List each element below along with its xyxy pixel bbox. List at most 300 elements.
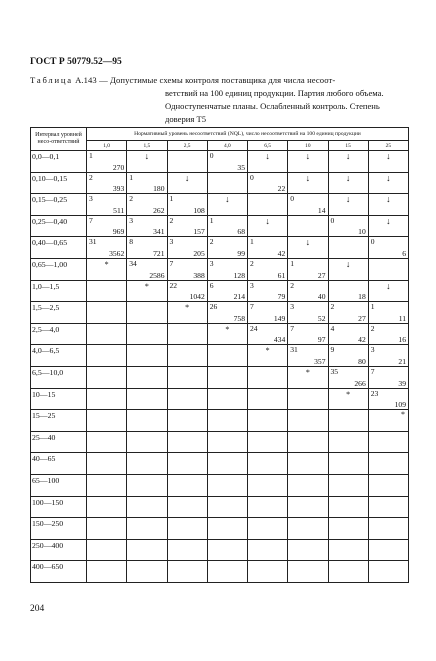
acceptance-number: 2 [209,237,214,247]
sample-size: 27 [358,313,366,323]
plan-cell [328,410,368,432]
plan-cell [167,323,207,345]
sample-size: 97 [317,335,326,345]
plan-cell [288,366,328,388]
asterisk-mark: * [401,410,405,420]
plan-cell [368,496,408,518]
plan-cell [328,237,368,259]
plan-cell [127,323,167,345]
table-row [31,302,409,324]
table-row [31,323,409,345]
plan-cell [248,453,288,475]
table-row [31,258,409,280]
sample-size: 61 [277,270,286,280]
acceptance-number: 24 [250,323,258,333]
plan-cell [167,474,207,496]
asterisk-mark: * [346,389,351,399]
acceptance-number: 1 [290,258,295,268]
plan-cell [87,345,127,367]
down-arrow-icon: ↓ [225,194,230,205]
plan-cell [248,388,288,410]
plan-cell [368,453,408,475]
plan-cell [328,280,368,302]
plan-cell [167,302,207,324]
plan-cell [167,518,207,540]
plan-cell [368,518,408,540]
plan-cell [248,518,288,540]
plan-cell [87,172,127,194]
acceptance-number: 0 [330,215,335,225]
plan-cell [127,215,167,237]
sample-size: 393 [112,184,125,194]
plan-cell [87,410,127,432]
plan-cell [127,302,167,324]
asterisk-mark: * [265,346,270,356]
plan-cell [288,410,328,432]
sampling-plans-table [30,127,409,583]
plan-cell [288,151,328,173]
table-caption [30,74,412,126]
plan-cell [248,215,288,237]
asterisk-mark: * [305,367,310,377]
table-row [31,561,409,583]
plan-cell [167,388,207,410]
range-label: 0,65—1,00 [31,258,87,280]
plan-cell [167,410,207,432]
table-row [31,345,409,367]
acceptance-number: 7 [89,215,93,225]
aql-header-cell: 4,0 [207,141,247,151]
sample-size: 266 [354,378,366,388]
plan-cell [368,474,408,496]
table-row [31,474,409,496]
sample-size: 3562 [109,248,125,258]
range-label: 1,5—2,5 [31,302,87,324]
plan-cell [127,474,167,496]
sample-size: 2586 [149,270,165,280]
acceptance-number: 7 [370,366,375,376]
plan-cell [87,388,127,410]
range-label: 65—100 [31,474,87,496]
down-arrow-icon: ↓ [345,194,351,205]
caption-line-3: Одноступенчатые планы. Ослабленный контроль. Степень [165,101,380,111]
sample-size: 109 [394,400,406,410]
acceptance-number: 23 [370,388,379,398]
plan-cell [207,518,247,540]
plan-cell [207,215,247,237]
plan-cell [288,496,328,518]
acceptance-number: 0 [250,172,254,182]
plan-cell [248,194,288,216]
plan-cell [87,431,127,453]
plan-cell [127,561,167,583]
aql-header-cell: 1,5 [127,141,167,151]
plan-cell [288,539,328,561]
acceptance-number: 1 [370,302,375,312]
sample-size: 27 [317,270,326,280]
plan-cell [288,518,328,540]
plan-cell [288,280,328,302]
table-row [31,280,409,302]
plan-cell [288,388,328,410]
acceptance-number: 3 [129,215,134,225]
plan-cell [87,258,127,280]
acceptance-number: 3 [370,345,375,355]
down-arrow-icon: ↓ [386,194,391,205]
plan-cell [288,258,328,280]
sample-size: 108 [193,205,205,215]
sample-size: 42 [358,335,366,345]
sample-size: 388 [193,270,205,280]
plan-cell [368,258,408,280]
table-row [31,172,409,194]
aql-header-cell: 10 [288,141,328,151]
plan-cell [248,280,288,302]
sample-size: 758 [233,313,245,323]
range-label: 10—15 [31,388,87,410]
plan-cell [87,302,127,324]
sample-size: 149 [273,313,286,323]
sample-size: 14 [317,205,326,215]
plan-cell [207,366,247,388]
plan-cell [368,388,408,410]
sample-size: 79 [277,292,286,302]
acceptance-number: 0 [370,237,375,247]
acceptance-number: 0 [209,151,214,160]
plan-cell [87,237,127,259]
page-number: 204 [30,604,45,614]
plan-cell [87,215,127,237]
down-arrow-icon: ↓ [265,151,270,161]
plan-cell [288,237,328,259]
acceptance-number: 35 [330,366,339,376]
down-arrow-icon: ↓ [184,172,190,183]
acceptance-number: 22 [169,280,178,290]
acceptance-number: 2 [250,258,254,268]
plan-cell [328,151,368,173]
range-label: 0,25—0,40 [31,215,87,237]
aql-header-cell: 2,5 [167,141,207,151]
table-row [31,151,409,173]
plan-cell [127,237,167,259]
plan-cell [328,258,368,280]
standard-designation: ГОСТ Р 50779.52—95 [30,57,122,67]
acceptance-number: 8 [129,237,134,247]
nql-column-header: Нормативный уровень несоответствий (NQL), число несоответствий на 100 единиц продукции [87,128,409,141]
sample-size: 40 [317,292,326,302]
acceptance-number: 1 [209,215,214,225]
caption-line-4: доверия Т5 [165,114,207,124]
down-arrow-icon: ↓ [305,237,311,248]
plan-cell [127,496,167,518]
plan-cell [368,151,408,173]
sample-size: 22 [277,184,286,194]
plan-cell [328,518,368,540]
plan-cell [328,345,368,367]
plan-cell [248,237,288,259]
down-arrow-icon: ↓ [144,151,150,161]
range-label: 1,0—1,5 [31,280,87,302]
plan-cell [87,518,127,540]
aql-header-cell: 25 [368,141,408,151]
acceptance-number: 3 [290,302,295,312]
acceptance-number: 0 [290,194,295,204]
plan-cell [288,431,328,453]
plan-cell [368,302,408,324]
plan-cell [368,280,408,302]
plan-cell [87,366,127,388]
plan-cell [248,302,288,324]
plan-cell [328,431,368,453]
range-label: 6,5—10,0 [31,366,87,388]
plan-cell [248,496,288,518]
plan-cell [127,388,167,410]
plan-cell [127,280,167,302]
aql-header-cell: 6,5 [248,141,288,151]
plan-cell [288,194,328,216]
acceptance-number: 7 [169,258,174,268]
plan-cell [127,172,167,194]
acceptance-number: 6 [209,280,214,290]
plan-cell [127,410,167,432]
acceptance-number: 3 [209,258,214,268]
down-arrow-icon: ↓ [265,215,270,226]
acceptance-number: 1 [169,194,174,204]
acceptance-number: 1 [89,151,93,160]
aql-header-cell: 1,0 [87,141,127,151]
plan-cell [368,561,408,583]
down-arrow-icon: ↓ [386,280,391,291]
sample-size: 969 [112,227,125,237]
asterisk-mark: * [225,324,230,334]
sample-size: 180 [153,184,165,194]
sample-size: 341 [153,227,165,237]
plan-cell [288,474,328,496]
sample-size: 511 [113,205,125,215]
plan-cell [167,539,207,561]
plan-cell [248,431,288,453]
plan-cell [127,539,167,561]
asterisk-mark: * [104,259,109,269]
plan-cell [167,194,207,216]
table-row [31,388,409,410]
plan-cell [207,302,247,324]
caption-prefix: Таблица [30,75,73,85]
plan-cell [87,453,127,475]
plan-cell [368,323,408,345]
plan-cell [207,496,247,518]
plan-cell [87,561,127,583]
sample-size: 80 [358,356,366,366]
range-label: 40—65 [31,453,87,475]
down-arrow-icon: ↓ [386,172,391,183]
acceptance-number: 3 [250,280,254,290]
down-arrow-icon: ↓ [345,151,351,161]
plan-cell [368,431,408,453]
sample-size: 1042 [189,292,205,302]
table-row [31,518,409,540]
acceptance-number: 9 [330,345,335,355]
plan-cell [248,366,288,388]
plan-cell [207,194,247,216]
plan-cell [87,474,127,496]
sample-size: 18 [358,292,366,302]
range-column-header: Интервал уровней несо-ответствий [31,128,87,151]
table-row [31,194,409,216]
plan-cell [328,496,368,518]
range-label: 0,10—0,15 [31,172,87,194]
plan-cell [127,453,167,475]
acceptance-number: 1 [129,172,134,182]
sample-size: 128 [233,270,245,280]
table-row [31,453,409,475]
plan-cell [87,194,127,216]
plan-cell [328,561,368,583]
plan-cell [167,496,207,518]
range-label: 0,15—0,25 [31,194,87,216]
plan-cell [288,323,328,345]
plan-cell [328,474,368,496]
plan-cell [207,345,247,367]
plan-cell [368,194,408,216]
range-label: 15—25 [31,410,87,432]
sample-size: 99 [237,248,245,258]
sample-size: 42 [277,248,286,258]
sample-size: 68 [237,227,245,237]
plan-cell [87,280,127,302]
plan-cell [207,539,247,561]
plan-cell [167,345,207,367]
sample-size: 357 [314,356,326,366]
plan-cell [207,474,247,496]
plan-cell [87,496,127,518]
plan-cell [207,388,247,410]
acceptance-number: 7 [250,302,254,312]
table-row [31,431,409,453]
acceptance-number: 2 [290,280,295,290]
plan-cell [127,151,167,173]
acceptance-number: 34 [129,258,137,268]
range-label: 0,40—0,65 [31,237,87,259]
range-label: 150—250 [31,518,87,540]
sample-size: 11 [398,313,406,323]
plan-cell [207,431,247,453]
acceptance-number: 7 [290,323,295,333]
down-arrow-icon: ↓ [386,151,391,161]
caption-line-2: ветствий на 100 единиц продукции. Партия любого объема. [165,88,384,98]
plan-cell [127,366,167,388]
plan-cell [207,237,247,259]
table-row [31,496,409,518]
sample-size: 21 [398,356,406,366]
plan-cell [167,237,207,259]
range-label: 25—40 [31,431,87,453]
plan-cell [167,258,207,280]
range-label: 100—150 [31,496,87,518]
plan-cell [368,366,408,388]
acceptance-number: 31 [290,345,298,355]
plan-cell [167,366,207,388]
sample-size: 262 [153,205,165,215]
plan-cell [127,431,167,453]
plan-cell [288,172,328,194]
plan-cell [167,215,207,237]
table-row [31,539,409,561]
plan-cell [167,151,207,173]
plan-cell [328,194,368,216]
plan-cell [248,539,288,561]
range-label: 400—650 [31,561,87,583]
acceptance-number: 3 [89,194,93,204]
sample-size: 52 [317,313,326,323]
plan-cell [368,172,408,194]
plan-cell [328,388,368,410]
acceptance-number: 2 [129,194,134,204]
sample-size: 35 [237,162,245,172]
sample-size: 214 [233,292,245,302]
sample-size: 270 [112,162,125,172]
plan-cell [207,258,247,280]
acceptance-number: 4 [330,323,335,333]
plan-cell [167,172,207,194]
plan-cell [368,410,408,432]
asterisk-mark: * [185,303,190,313]
plan-cell [127,518,167,540]
plan-cell [328,453,368,475]
plan-cell [207,410,247,432]
table-row [31,237,409,259]
acceptance-number: 2 [330,302,335,312]
sample-size: 205 [193,248,205,258]
plan-cell [167,431,207,453]
acceptance-number: 3 [169,237,174,247]
plan-cell [248,172,288,194]
plan-cell [207,561,247,583]
plan-cell [328,323,368,345]
sample-size: 10 [358,227,366,237]
plan-cell [368,539,408,561]
down-arrow-icon: ↓ [305,172,311,183]
range-label: 250—400 [31,539,87,561]
plan-cell [328,302,368,324]
sample-size: 16 [398,335,406,345]
caption-line-1: А.143 — Допустимые схемы контроля поставщика для числа несоот- [75,75,336,85]
plan-cell [87,151,127,173]
sample-size: 39 [398,378,406,388]
down-arrow-icon: ↓ [305,151,311,161]
plan-cell [167,453,207,475]
acceptance-number: 31 [89,237,97,247]
plan-cell [87,323,127,345]
plan-cell [248,151,288,173]
plan-cell [288,453,328,475]
plan-cell [207,151,247,173]
range-label: 2,5—4,0 [31,323,87,345]
plan-cell [368,215,408,237]
plan-cell [207,280,247,302]
range-label: 0,0—0,1 [31,151,87,173]
down-arrow-icon: ↓ [386,215,391,226]
plan-cell [127,345,167,367]
plan-cell [248,323,288,345]
acceptance-number: 2 [370,323,375,333]
plan-cell [127,194,167,216]
plan-cell [167,561,207,583]
plan-cell [87,539,127,561]
plan-cell [288,302,328,324]
plan-cell [328,172,368,194]
sample-size: 434 [273,335,286,345]
